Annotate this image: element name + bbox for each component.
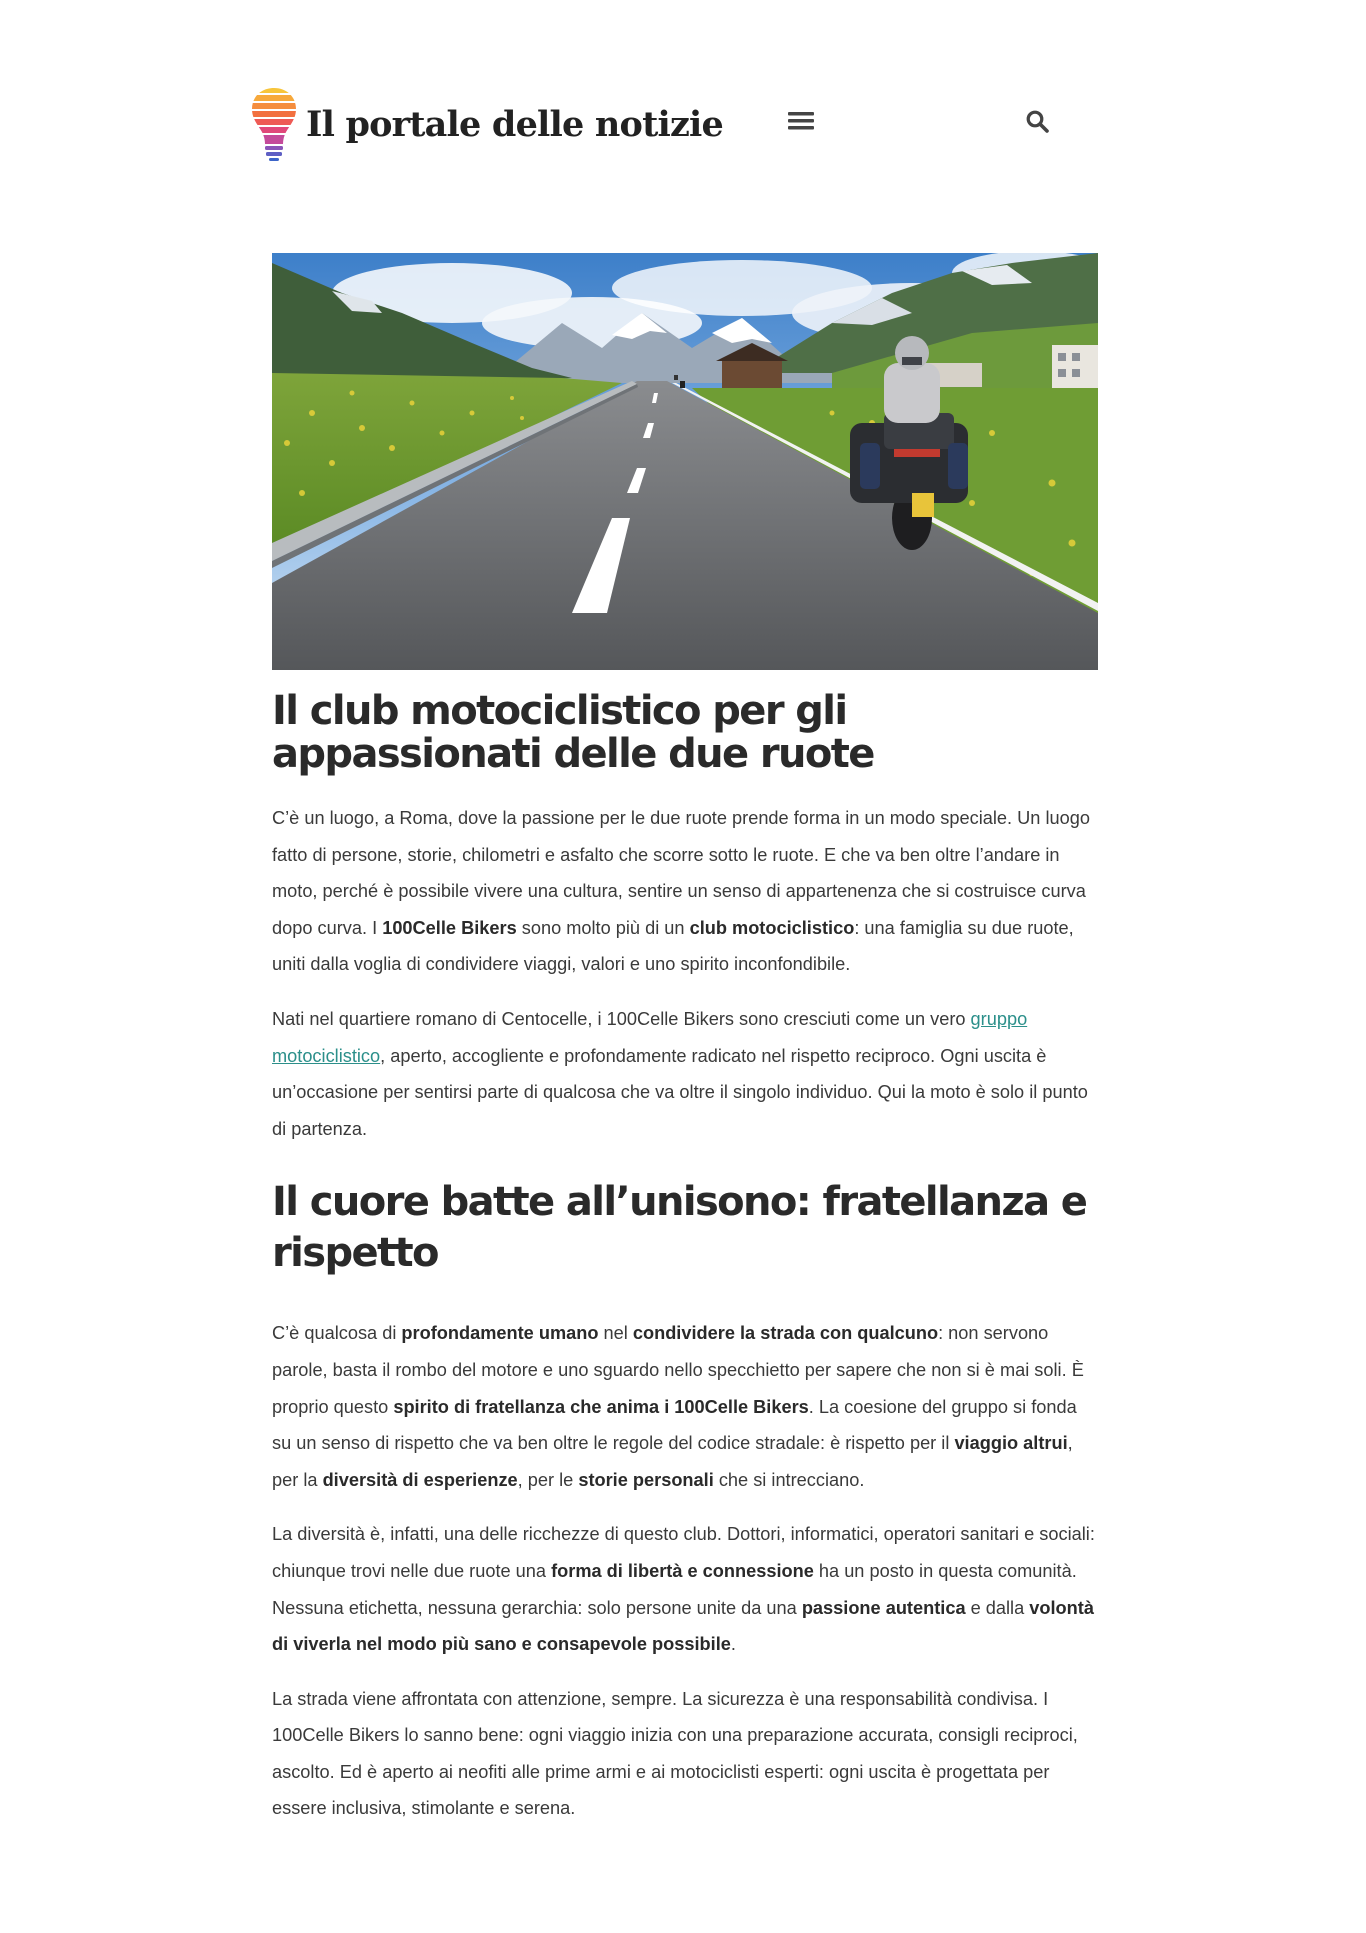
site-name: Il portale delle notizie — [306, 103, 723, 145]
section-heading: Il cuore batte all’unisono: fratellanza e rispetto — [272, 1179, 1087, 1277]
gruppo-motociclistico-link[interactable]: gruppo motociclistico — [272, 1008, 1028, 1066]
search-button[interactable] — [1022, 106, 1052, 136]
motorcycle-road-photo — [272, 253, 1098, 670]
article-paragraph-3: C’è qualcosa di profondamente umano nel condividere la strada con qualcuno: non servono parole, basta il rombo del motore e uno sguardo nello specchietto per sapere che non si è mai soli. È proprio questo spirito di fratellanza che anima i 100Celle Bikers. La coesione del gruppo si fonda su un senso di rispetto che va ben oltre le regole del codice stradale: è rispetto per il viaggio altrui, per la diversità di esperienze, per le storie personali che si intrecciano. — [272, 1323, 1084, 1490]
article — [272, 690, 1098, 1845]
article-title: Il club motociclistico per gli appassionati delle due ruote — [272, 688, 874, 777]
hamburger-menu-icon — [788, 110, 814, 132]
article-paragraph-4: La diversità è, infatti, una delle ricchezze di questo club. Dottori, informatici, operatori sanitari e sociali: chiunque trovi nelle due ruote una forma di libertà e connessione ha un posto in questa comunità. Nessuna etichetta, nessuna gerarchia: solo persone unite da una passione autentica e dalla volontà di viverla nel modo più sano e consapevole possibile. — [272, 1524, 1095, 1655]
hero-image — [272, 253, 1098, 670]
site-header — [0, 0, 1366, 200]
article-paragraph-5: La strada viene affrontata con attenzione, sempre. La sicurezza è una responsabilità condivisa. I 100Celle Bikers lo sanno bene: ogni viaggio inizia con una preparazione accurata, consigli reciproci, ascolto. Ed è aperto ai neofiti alle prime armi e ai motociclisti esperti: ogni uscita è progettata per essere inclusiva, stimolante e serena. — [272, 1688, 1078, 1819]
menu-button[interactable] — [786, 107, 816, 135]
lightbulb-logo-icon — [250, 86, 298, 162]
site-logo[interactable] — [250, 86, 723, 162]
article-paragraph-1: C’è un luogo, a Roma, dove la passione per le due ruote prende forma in un modo speciale. Un luogo fatto di persone, storie, chilometri e asfalto che scorre sotto le ruote. E che va ben oltre l’andare in moto, perché è possibile vivere una cultura, sentire un senso di appartenenza che si costruisce curva dopo curva. I 100Celle Bikers sono molto più di un club motociclistico: una famiglia su due ruote, uniti dalla voglia di condividere viaggi, valori e uno spirito inconfondibile. — [272, 808, 1090, 975]
search-icon — [1025, 109, 1049, 133]
article-paragraph-2: Nati nel quartiere romano di Centocelle, i 100Celle Bikers sono cresciuti come un vero gruppo motociclistico, aperto, accogliente e profondamente radicato nel rispetto reciproco. Ogni uscita è un’occasione per sentirsi parte di qualcosa che va oltre il singolo individuo. Qui la moto è solo il punto di partenza. — [272, 1008, 1088, 1139]
